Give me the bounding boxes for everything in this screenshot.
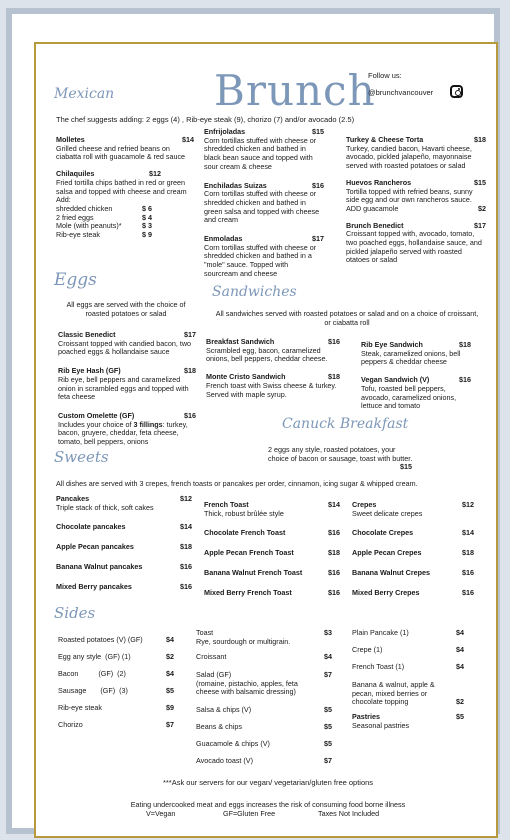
extra-name: shredded chicken	[56, 203, 113, 213]
section-title-sides: Sides	[54, 604, 96, 622]
item-price: $15	[312, 127, 324, 136]
menu-item	[206, 338, 340, 364]
menu-item	[346, 179, 486, 214]
item-desc: Seasonal pastries	[352, 720, 410, 730]
item-name: Vegan Sandwich (V)	[361, 375, 430, 385]
item-price: $7	[166, 720, 174, 729]
menu-item	[346, 222, 486, 266]
menu-item	[58, 331, 196, 357]
item-price: $12	[462, 500, 474, 509]
extra-name: 2 fried eggs	[56, 212, 94, 222]
item-price: $16	[328, 588, 340, 597]
extra-price: $ 9	[142, 230, 152, 240]
menu-item	[204, 569, 340, 589]
item-price: $5	[166, 686, 174, 695]
menu-item	[196, 757, 332, 774]
menu-item	[204, 549, 340, 569]
menu-item	[58, 687, 174, 704]
menu-item	[56, 495, 192, 523]
item-price: $4	[324, 652, 332, 661]
item-desc: Fried tortilla chips bathed in red or green salsa and topped with cheese and cream	[56, 177, 187, 196]
sandwiches-col-2	[361, 341, 471, 417]
item-name: Classic Benedict	[58, 330, 116, 339]
item-name: Beans & chips	[196, 722, 242, 731]
extra-price: $ 3	[142, 221, 152, 231]
item-name: Enmoladas	[204, 234, 243, 244]
menu-item	[56, 136, 194, 162]
menu-item	[58, 704, 174, 721]
menu-item	[196, 740, 332, 757]
item-price: $14	[462, 528, 474, 537]
item-name: Banana Walnut Crepes	[352, 568, 431, 577]
item-name: Enfrijoladas	[204, 127, 246, 136]
menu-item	[352, 529, 474, 549]
menu-item	[346, 136, 486, 171]
item-name: Chocolate pancakes	[56, 522, 126, 531]
chef-suggestion: The chef suggests adding: 2 eggs (4) , Rib-eye steak (9), chorizo (7) and/or avocado (2.5)	[56, 115, 355, 124]
item-name: Brunch Benedict	[346, 220, 404, 230]
extra-price: $ 6	[142, 203, 152, 213]
menu-item	[196, 671, 332, 706]
food-warning: Eating undercooked meat and eggs increases the risk of consuming food borne illness	[130, 800, 406, 809]
menu-item	[352, 569, 474, 589]
menu-item	[361, 376, 471, 411]
item-price: $18	[180, 542, 192, 551]
item-name: Custom Omelette (GF)	[58, 410, 135, 420]
extra-price: $ 4	[142, 212, 152, 222]
item-price: $17	[312, 234, 324, 244]
item-name: Chilaquiles	[56, 169, 95, 179]
menu-item	[56, 543, 192, 563]
item-price: $2	[456, 697, 464, 706]
item-desc	[58, 421, 196, 447]
item-price: $12	[180, 494, 192, 503]
item-price: $16	[328, 337, 340, 346]
item-price: $16	[184, 410, 196, 420]
menu-item	[56, 563, 192, 583]
item-desc: Grilled cheese and refried beans on ciabatta roll with guacamole & red sauce	[56, 143, 186, 162]
item-desc: Scrambled egg, bacon, caramelized onions, bell peppers, cheddar cheese.	[206, 345, 328, 364]
item-price: $16	[328, 528, 340, 537]
item-name: Avocado toast (V)	[196, 756, 253, 765]
item-name: French Toast (1)	[352, 662, 405, 671]
sweets-col-2	[204, 501, 340, 609]
item-name: Apple Pecan pancakes	[56, 542, 134, 551]
item-name: French Toast	[204, 500, 249, 509]
item-price: $4	[456, 628, 464, 637]
item-name: Apple Pecan French Toast	[204, 548, 294, 557]
item-desc: Triple stack of thick, soft cakes	[56, 502, 154, 512]
item-price: $16	[459, 375, 471, 385]
menu-item	[352, 629, 464, 646]
item-name: Egg any style (GF) (1)	[58, 652, 131, 661]
sweets-col-3	[352, 501, 474, 609]
item-name: Croissant	[196, 652, 227, 661]
item-name: Mixed Berry French Toast	[204, 588, 292, 597]
item-name: Pastries	[352, 712, 380, 721]
desc-bold: 3 fillings	[133, 419, 163, 429]
menu-item	[352, 681, 464, 713]
item-price: $16	[180, 562, 192, 571]
canuck-desc: 2 eggs any style, roasted potatoes, your choice of bacon or sausage, toast with butter.	[268, 445, 413, 463]
item-price: $14	[328, 500, 340, 509]
item-desc: Rye, sourdough or multigrain.	[196, 636, 291, 646]
section-title-eggs: Eggs	[54, 270, 97, 290]
menu-item	[361, 341, 471, 367]
item-price: $2	[166, 652, 174, 661]
item-desc: Sweet delicate crepes	[352, 508, 423, 518]
eggs-note: All eggs are served with the choice of roasted potatoes or salad	[66, 300, 186, 318]
item-price: $4	[166, 635, 174, 644]
sweets-col-1	[56, 495, 192, 603]
item-price: $5	[456, 712, 464, 721]
menu-item	[56, 583, 192, 603]
mexican-col-3	[346, 136, 486, 271]
menu-item	[204, 235, 324, 279]
item-name: Rib-eye steak	[58, 703, 102, 712]
sweets-note: All dishes are served with 3 crepes, french toasts or pancakes per order, cinnamon, icing sugar & whipped cream.	[56, 479, 418, 488]
item-name: Enchiladas Suizas	[204, 180, 267, 190]
item-price: $3	[324, 628, 332, 637]
brand-title: Brunch	[214, 66, 376, 115]
item-price: $4	[456, 645, 464, 654]
item-price: $14	[180, 522, 192, 531]
menu-item	[56, 523, 192, 543]
menu-item	[352, 501, 474, 529]
item-name: Toast	[196, 628, 214, 637]
menu-inner-frame	[34, 42, 498, 838]
item-desc: French toast with Swiss cheese & turkey. Served with maple syrup.	[206, 380, 337, 399]
menu-item	[196, 629, 332, 653]
item-name: Salsa & chips (V)	[196, 705, 252, 714]
menu-item	[196, 653, 332, 671]
item-name: Banana Walnut French Toast	[204, 568, 303, 577]
item-price: $7	[324, 670, 332, 679]
sides-col-1	[58, 636, 174, 738]
item-price: $5	[324, 739, 332, 748]
item-price: $12	[149, 169, 161, 179]
extra-name: Rib-eye steak	[56, 230, 100, 240]
menu-item	[206, 373, 340, 399]
item-price: $18	[459, 340, 471, 349]
item-name: Guacamole & chips (V)	[196, 739, 270, 748]
vegan-options-note: ***Ask our servers for our vegan/ vegetarian/gluten free options	[162, 778, 374, 787]
instagram-handle[interactable]: @brunchvancouver	[368, 88, 434, 97]
item-name: Breakfast Sandwich	[206, 337, 275, 346]
item-desc: Tofu, roasted bell peppers, avocado, caramelized onions, lettuce and tomato	[361, 383, 457, 411]
item-name: Chocolate Crepes	[352, 528, 414, 537]
menu-item	[58, 412, 196, 447]
item-price: $17	[184, 330, 196, 339]
item-price: $7	[324, 756, 332, 765]
sandwiches-col-1	[206, 338, 340, 405]
item-name: Turkey & Cheese Torta	[346, 135, 424, 144]
item-name: Pancakes	[56, 494, 90, 503]
menu-item	[204, 529, 340, 549]
menu-item	[56, 170, 194, 240]
item-desc: Turkey, candied bacon, Havarti cheese, avocado, pickled jalapeño, mayonnaise served with roasted potatoes or salad	[346, 143, 472, 171]
sides-col-3	[352, 629, 464, 730]
sandwiches-note: All sandwiches served with roasted potatoes or salad and on a choice of croissant, or ciabatta roll	[215, 309, 479, 327]
item-name: Apple Pecan Crepes	[352, 548, 422, 557]
menu-item	[352, 646, 464, 663]
item-price: $18	[328, 372, 340, 382]
menu-item	[204, 589, 340, 609]
item-desc: Croissant topped with candied bacon, two poached eggs & hollandaise sauce	[58, 338, 192, 357]
menu-item	[58, 670, 174, 687]
item-price: $17	[474, 220, 486, 230]
menu-outer-frame	[6, 8, 500, 834]
item-desc: Croissant topped with, avocado, tomato, two poached eggs, hollandaise sauce, and pickled jalapeño served with roasted otatoes or salad	[346, 229, 482, 265]
item-price: $18	[328, 548, 340, 557]
sides-col-2	[196, 629, 332, 774]
legend-vegan: V=Vegan	[146, 809, 176, 818]
menu-item	[352, 589, 474, 609]
item-name: Monte Cristo Sandwich	[206, 372, 286, 382]
section-title-sweets: Sweets	[54, 448, 109, 466]
extra-name: Mole (with peanuts)*	[56, 221, 122, 231]
item-name: Crepes	[352, 500, 377, 509]
menu-item	[352, 549, 474, 569]
legend-gluten-free: GF=Gluten Free	[223, 809, 276, 818]
eggs-list	[58, 331, 196, 453]
item-name: Chocolate French Toast	[204, 528, 286, 537]
menu-item	[196, 706, 332, 723]
item-name: Rib Eye Sandwich	[361, 340, 423, 349]
item-name: Huevos Rancheros	[346, 177, 412, 187]
section-title-canuck: Canuck Breakfast	[282, 416, 409, 432]
item-desc: (romaine, pistachio, apples, feta cheese with balsamic dressing)	[196, 678, 298, 697]
item-name: Rib Eye Hash (GF)	[58, 366, 121, 376]
item-price: $5	[324, 722, 332, 731]
item-price: $16	[180, 582, 192, 591]
add-label: ADD guacamole	[346, 203, 399, 213]
item-price: $16	[462, 568, 474, 577]
item-name: Molletes	[56, 135, 85, 144]
instagram-icon[interactable]	[450, 85, 463, 98]
menu-item	[58, 721, 174, 738]
item-name: Banana Walnut pancakes	[56, 562, 143, 571]
item-price: $16	[328, 568, 340, 577]
legend-taxes: Taxes Not Included	[318, 809, 380, 818]
item-desc: Corn tortillas stuffed with cheese or shredded chicken and bathed in a "mole" sauce. Topped with sourcream and cheese	[204, 242, 317, 278]
item-desc: Corn tortillas stuffed with cheese or shredded chicken and bathed in green salsa and topped with cheese and cream	[204, 189, 320, 225]
item-name: Mixed Berry Crepes	[352, 588, 420, 597]
mexican-col-1	[56, 136, 194, 246]
item-desc: Steak, caramelized onions, bell peppers & cheddar cheese	[361, 348, 461, 367]
item-price: $15	[474, 177, 486, 187]
item-price: $4	[456, 662, 464, 671]
item-name: Crepe (1)	[352, 645, 383, 654]
menu-item	[204, 182, 324, 226]
menu-item	[58, 367, 196, 402]
item-name: Sausage (GF) (3)	[58, 686, 128, 695]
follow-label: Follow us:	[368, 71, 402, 80]
menu-item	[58, 653, 174, 670]
desc-text: Includes your choice of	[58, 419, 134, 429]
desc-text: : turkey, bacon, gruyere, cheddar, feta cheese, tomato, bell peppers, onions	[58, 419, 188, 447]
item-price: $4	[166, 669, 174, 678]
add-price: $2	[478, 203, 486, 213]
add-label: Add:	[56, 195, 71, 205]
item-price: $18	[462, 548, 474, 557]
mexican-col-2	[204, 128, 324, 285]
section-title-sandwiches: Sandwiches	[212, 284, 297, 300]
item-name: Banana & walnut, apple & pecan, mixed berries or chocolate topping	[352, 680, 435, 707]
menu-item	[352, 663, 464, 681]
item-price: $14	[182, 135, 194, 144]
item-price: $16	[462, 588, 474, 597]
menu-item	[204, 501, 340, 529]
item-name: Chorizo	[58, 720, 83, 729]
item-price: $18	[474, 135, 486, 144]
canuck-price: $15	[400, 462, 412, 471]
item-price: $18	[184, 366, 196, 376]
section-title-mexican: Mexican	[54, 86, 115, 102]
item-desc: Rib eye, bell peppers and caramelized onion in scrambled eggs and topped with feta cheese	[58, 374, 189, 402]
item-name: Salad (GF)	[196, 670, 232, 679]
item-price: $9	[166, 703, 174, 712]
item-name: Bacon (GF) (2)	[58, 669, 126, 678]
item-desc: Tortilla topped with refried beans, sunny side egg and our own rancheros sauce.	[346, 186, 473, 205]
item-price: $5	[324, 705, 332, 714]
item-name: Roasted potatoes (V) (GF)	[58, 635, 143, 644]
menu-item	[58, 636, 174, 653]
item-name: Plain Pancake (1)	[352, 628, 409, 637]
menu-item	[204, 128, 324, 172]
menu-item	[196, 723, 332, 740]
item-price: $16	[312, 180, 324, 190]
item-desc: Thick, robust brûlée style	[204, 508, 284, 518]
item-name: Mixed Berry pancakes	[56, 582, 132, 591]
menu-item	[352, 713, 464, 730]
item-desc: Corn tortillas stuffed with cheese or shredded chicken and bathed in black bean sauce and topped with sour cream & cheese	[204, 135, 317, 171]
